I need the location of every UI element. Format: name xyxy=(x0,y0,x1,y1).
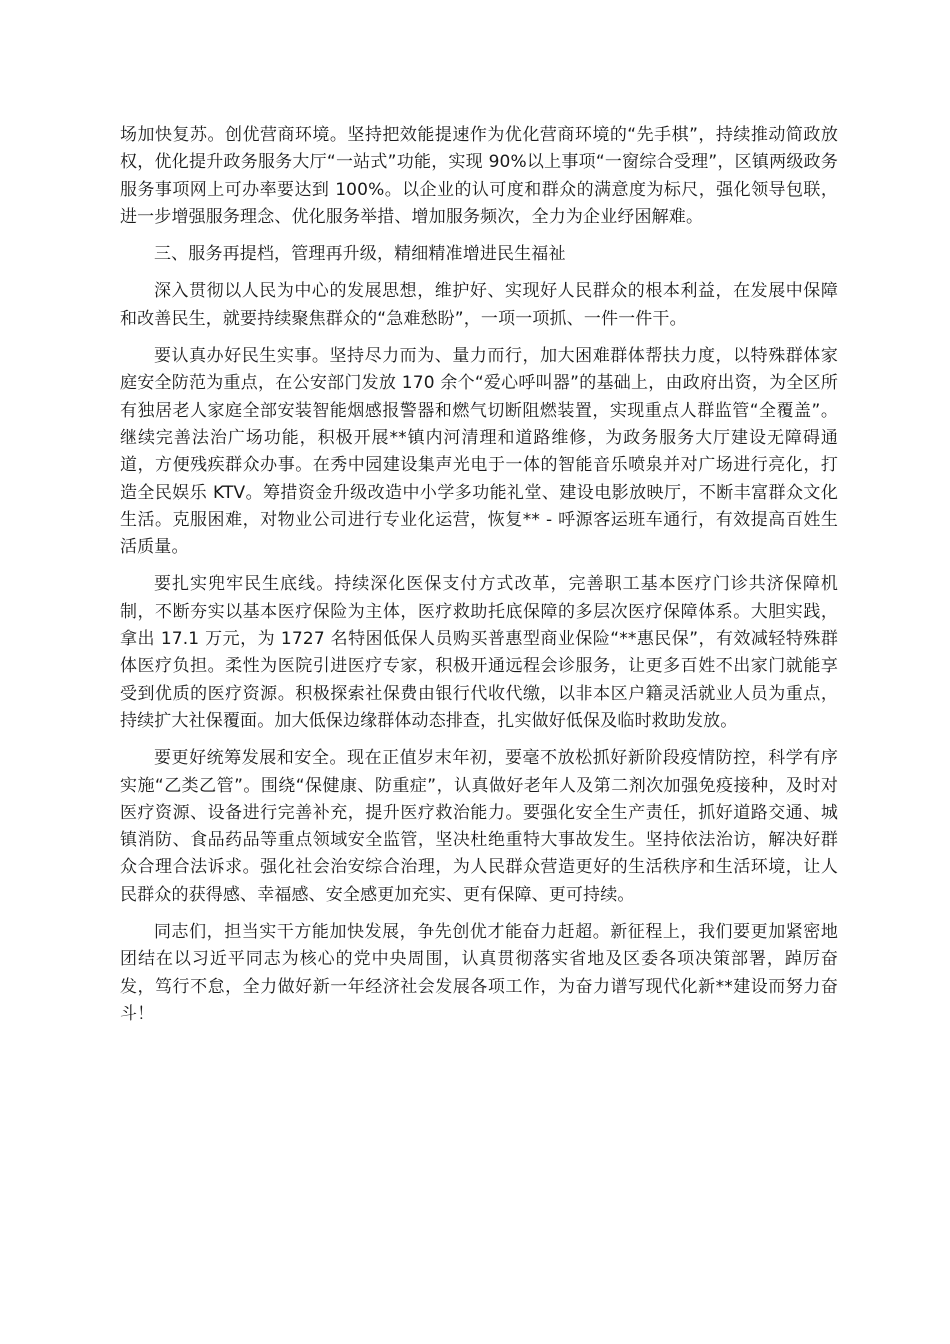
paragraph-closing: 同志们，担当实干方能加快发展，争先创优才能奋力赶超。新征程上，我们要更加紧密地团结在以习近平同志为核心的党中央周围，认真贯彻落实省地及区委各项决策部署，踔厉奋发，笃行不怠，全力做好新一年经济社会发展各项工作，为奋力谱写现代化新**建设而努力奋斗！ xyxy=(120,922,838,1024)
paragraph-livelihood-baseline: 要扎实兜牢民生底线。持续深化医保支付方式改革，完善职工基本医疗门诊共济保障机制，不断夯实以基本医疗保险为主体，医疗救助托底保障的多层次医疗保障体系。大胆实践，拿出 17.1 万元，为 1727 名特困低保人员购买普惠型商业保险“**惠民保”，有效减轻特殊群体医疗负担。柔性为医院引进医疗专家，积极开通远程会诊服务，让更多百姓不出家门就能享受到优质的医疗资源。积极探索社保费由银行代收代缴，以非本区户籍灵活就业人员为重点，持续扩大社保覆面。加大低保边缘群体动态排查，扎实做好低保及临时救助发放。 xyxy=(120,574,838,731)
paragraph-business-environment: 场加快复苏。创优营商环境。坚持把效能提速作为优化营商环境的“先手棋”，持续推动简政放权，优化提升政务服务大厅“一站式”功能，实现 90%以上事项“一窗综合受理”，区镇两级政务服务事项网上可办率要达到 100%。以企业的认可度和群众的满意度为标尺，强化领导包联，进一步增强服务理念、优化服务举措、增加服务频次，全力为企业纾困解难。 xyxy=(120,125,838,227)
paragraph-livelihood-projects: 要认真办好民生实事。坚持尽力而为、量力而行，加大困难群体帮扶力度，以特殊群体家庭安全防范为重点，在公安部门发放 170 余个“爱心呼叫器”的基础上，由政府出资，为全区所有独居老人家庭全部安装智能烟感报警器和燃气切断阻燃装置，实现重点人群监管“全覆盖”。继续完善法治广场功能，积极开展**镇内河清理和道路维修，为政务服务大厅建设无障碍通道，方便残疾群众办事。在秀中园建设集声光电于一体的智能音乐喷泉并对广场进行亮化，打造全民娱乐 KTV。筹措资金升级改造中小学多功能礼堂、建设电影放映厅，不断丰富群众文化生活。克服困难，对物业公司进行专业化运营，恢复** - 呼源客运班车通行，有效提高百姓生活质量。 xyxy=(120,346,838,558)
paragraph-development-security: 要更好统筹发展和安全。现在正值岁末年初，要毫不放松抓好新阶段疫情防控，科学有序实施“乙类乙管”。围绕“保健康、防重症”，认真做好老年人及第二剂次加强免疫接种，及时对医疗资源、设备进行完善补充，提升医疗救治能力。要强化安全生产责任，抓好道路交通、城镇消防、食品药品等重点领域安全监管，坚决杜绝重特大事故发生。坚持依法治访，解决好群众合理合法诉求。强化社会治安综合治理，为人民群众营造更好的生活秩序和生活环境，让人民群众的获得感、幸福感、安全感更加充实、更有保障、更可持续。 xyxy=(120,748,838,905)
paragraph-people-centered: 深入贯彻以人民为中心的发展思想，维护好、实现好人民群众的根本利益，在发展中保障和改善民生，就要持续聚焦群众的“急难愁盼”，一项一项抓、一件一件干。 xyxy=(120,281,838,329)
section-heading-3: 三、服务再提档，管理再升级，精细精准增进民生福祉 xyxy=(154,244,566,265)
document-body xyxy=(120,122,838,1038)
